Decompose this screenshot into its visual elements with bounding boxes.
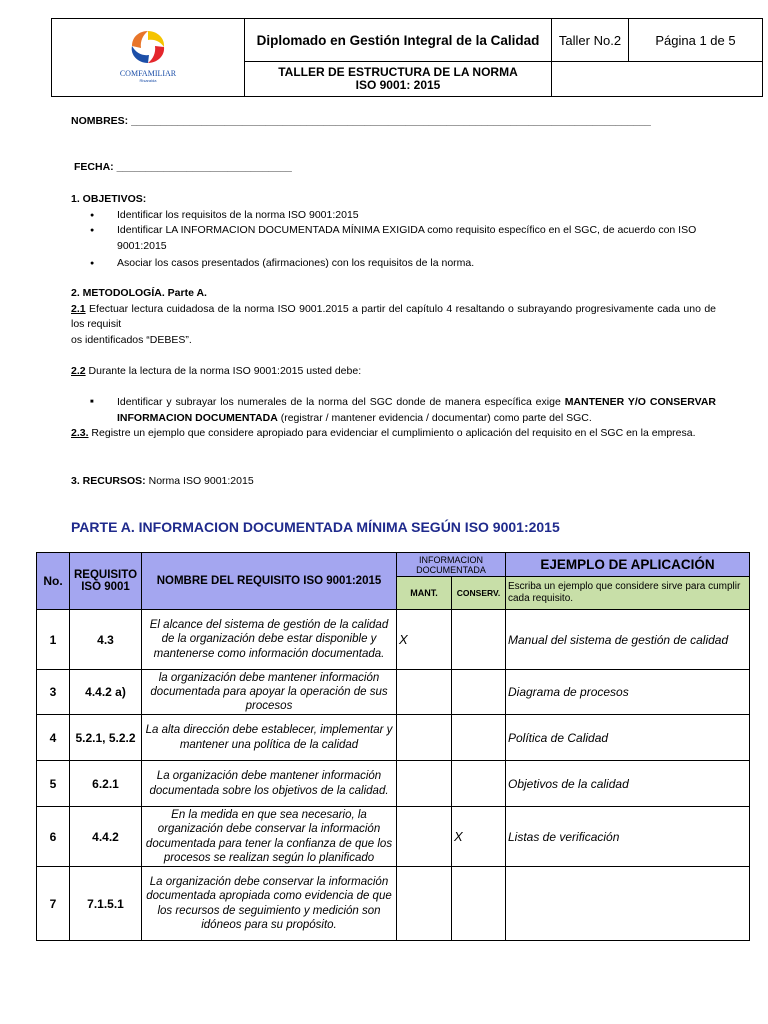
page-number: Página 1 de 5 — [629, 19, 763, 62]
bullet-bold-text: MANTENER Y/O CONSERVAR INFORMACION DOCUMENTADA — [117, 396, 716, 424]
metodologia-section — [71, 286, 716, 348]
column-header-mant: MANT. — [397, 577, 452, 610]
row-nombre: La organización debe mantener información documentada sobre los objetivos de la calidad. — [142, 761, 397, 807]
objetivos-section — [71, 192, 716, 272]
row-mant-cell[interactable]: X — [397, 610, 452, 670]
workshop-number: Taller No.2 — [552, 19, 629, 62]
metodologia-list — [71, 395, 716, 426]
metodologia-heading: 2. METODOLOGÍA. Parte A. — [71, 287, 207, 299]
paragraph-2-2 — [71, 364, 716, 380]
list-item: ● Asociar los casos presentados (afirmaciones) con los requisitos de la norma. — [114, 256, 716, 272]
row-ejemplo-cell[interactable]: Diagrama de procesos — [506, 670, 750, 715]
row-ejemplo-cell[interactable]: Política de Calidad — [506, 715, 750, 761]
nombres-field — [71, 114, 716, 130]
column-header-conserv: CONSERV. — [452, 577, 506, 610]
row-mant-cell[interactable] — [397, 867, 452, 941]
paragraph-number: 2.3. — [71, 427, 89, 440]
row-requisito: 5.2.1, 5.2.2 — [70, 715, 142, 761]
logo-icon — [127, 29, 169, 65]
column-header-requisito: REQUISITO ISO 9001 — [70, 553, 142, 610]
logo-subtext: Risaralda — [139, 77, 157, 83]
comfamiliar-logo — [120, 29, 176, 83]
row-conserv-cell[interactable] — [452, 867, 506, 941]
table-row — [37, 867, 750, 941]
row-mant-cell[interactable] — [397, 670, 452, 715]
table-row — [37, 761, 750, 807]
recursos-text: Norma ISO 9001:2015 — [145, 475, 254, 487]
empty-header-cell — [552, 62, 763, 97]
row-number: 7 — [37, 867, 70, 941]
bullet-text-end: (registrar / mantener evidencia / documentar) como parte del SGC. — [277, 411, 592, 424]
row-conserv-cell[interactable] — [452, 670, 506, 715]
course-title: Diplomado en Gestión Integral de la Calidad — [245, 19, 552, 62]
row-nombre: La alta dirección debe establecer, implementar y mantener una política de la calidad — [142, 715, 397, 761]
recursos-label: 3. RECURSOS: — [71, 475, 146, 487]
column-header-ejemplo: EJEMPLO DE APLICACIÓN — [506, 553, 750, 577]
table-row — [37, 715, 750, 761]
subtitle-line-2: ISO 9001: 2015 — [355, 78, 441, 92]
column-header-informacion: INFORMACION DOCUMENTADA — [397, 553, 506, 577]
row-nombre: La organización debe conservar la información documentada apropiada como evidencia de que los recursos de seguimiento y medición son idóneos para su propósito. — [142, 867, 397, 941]
paragraph-2-1 — [71, 302, 716, 333]
paragraph-number: 2.1 — [71, 302, 86, 315]
parte-a-title: PARTE A. INFORMACION DOCUMENTADA MÍNIMA SEGÚN ISO 9001:2015 — [71, 519, 560, 535]
row-number: 3 — [37, 670, 70, 715]
row-requisito: 4.3 — [70, 610, 142, 670]
fecha-line[interactable]: ______________________________ — [116, 161, 292, 173]
document-header — [51, 18, 763, 97]
row-conserv-cell[interactable] — [452, 761, 506, 807]
row-ejemplo-cell[interactable]: Objetivos de la calidad — [506, 761, 750, 807]
table-row — [37, 670, 750, 715]
row-number: 1 — [37, 610, 70, 670]
fecha-label: FECHA: — [74, 161, 114, 173]
objetivos-list — [71, 208, 716, 272]
logo-text: COMFAMILIAR — [119, 68, 177, 78]
column-header-nombre: NOMBRE DEL REQUISITO ISO 9001:2015 — [142, 553, 397, 610]
nombres-line[interactable]: _________________________________________________________________________________________ — [131, 115, 651, 127]
paragraph-continuation: os identificados “DEBES”. — [71, 333, 192, 346]
list-item: ● Identificar LA INFORMACION DOCUMENTADA MÍNIMA EXIGIDA como requisito específico en el SGC, de acuerdo con ISO 9001:2015 — [114, 223, 716, 254]
row-requisito: 4.4.2 — [70, 807, 142, 867]
paragraph-text: Durante la lectura de la norma ISO 9001:2015 usted debe: — [85, 365, 362, 377]
nombres-label: NOMBRES: — [71, 115, 129, 127]
row-requisito: 4.4.2 a) — [70, 670, 142, 715]
paragraph-text: Efectuar lectura cuidadosa de la norma ISO 9001.2015 a partir del capítulo 4 resaltando o subrayando progresivamente cada uno de los requisit — [71, 302, 716, 331]
requirements-table — [36, 552, 750, 941]
row-number: 6 — [37, 807, 70, 867]
row-mant-cell[interactable] — [397, 807, 452, 867]
row-nombre: El alcance del sistema de gestión de la calidad de la organización debe estar disponible y mantenerse como información documentada. — [142, 610, 397, 670]
list-item — [114, 395, 716, 426]
logo-cell — [52, 19, 245, 97]
row-nombre: En la medida en que sea necesario, la organización debe conservar la información documentada para tener la confianza de que los procesos se realizan según lo planificado — [142, 807, 397, 867]
row-number: 5 — [37, 761, 70, 807]
table-row — [37, 610, 750, 670]
metodologia-bullet-section — [71, 395, 716, 442]
row-conserv-cell[interactable] — [452, 715, 506, 761]
row-number: 4 — [37, 715, 70, 761]
paragraph-number: 2.2 — [71, 365, 86, 377]
row-ejemplo-cell[interactable] — [506, 867, 750, 941]
list-item: ● Identificar los requisitos de la norma ISO 9001:2015 — [114, 208, 716, 224]
column-header-ejemplo-note: Escriba un ejemplo que considere sirve para cumplir cada requisito. — [506, 577, 750, 610]
row-ejemplo-cell[interactable]: Listas de verificación — [506, 807, 750, 867]
objetivos-heading: 1. OBJETIVOS: — [71, 193, 147, 205]
row-conserv-cell[interactable] — [452, 610, 506, 670]
row-conserv-cell[interactable]: X — [452, 807, 506, 867]
row-ejemplo-cell[interactable]: Manual del sistema de gestión de calidad — [506, 610, 750, 670]
table-row — [37, 807, 750, 867]
row-requisito: 6.2.1 — [70, 761, 142, 807]
column-header-no: No. — [37, 553, 70, 610]
paragraph-text: Registre un ejemplo que considere apropiado para evidenciar el cumplimiento o aplicación del requisito en el SGC en la empresa. — [88, 427, 696, 440]
paragraph-2-3 — [71, 426, 716, 442]
row-requisito: 7.1.5.1 — [70, 867, 142, 941]
row-nombre: la organización debe mantener información documentada para apoyar la operación de sus procesos — [142, 670, 397, 715]
row-mant-cell[interactable] — [397, 761, 452, 807]
bullet-text: Identificar y subrayar los numerales de la norma del SGC donde de manera específica exige — [117, 396, 565, 408]
fecha-field — [74, 160, 719, 176]
recursos-section — [71, 474, 716, 490]
subtitle-line-1: TALLER DE ESTRUCTURA DE LA NORMA — [278, 65, 518, 79]
row-mant-cell[interactable] — [397, 715, 452, 761]
workshop-subtitle — [245, 62, 552, 97]
